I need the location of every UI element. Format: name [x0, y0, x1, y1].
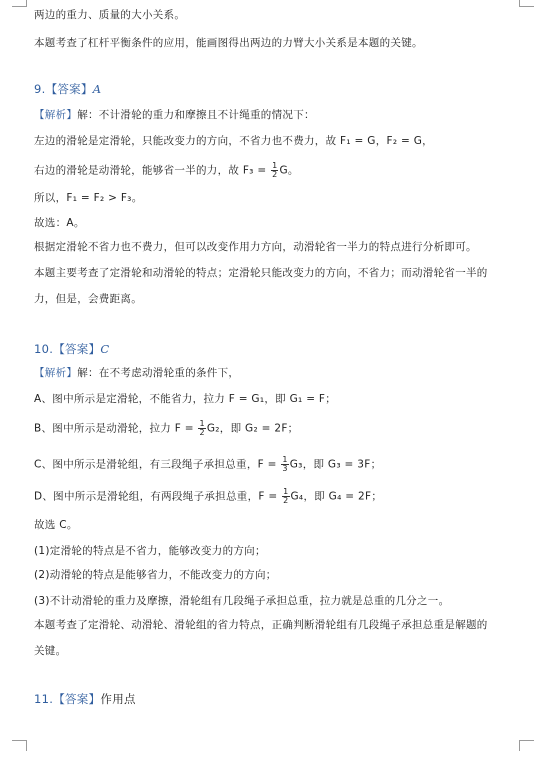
text-line: 两边的重力、质量的大小关系。 — [34, 9, 186, 21]
text-line: 本题考查了杠杆平衡条件的应用，能画图得出两边的力臂大小关系是本题的关键。 — [34, 37, 423, 49]
text-line: 本题考查了定滑轮、动滑轮、滑轮组的省力特点，正确判断滑轮组有几段绳子承担总重是解题的 — [34, 619, 488, 631]
text-line: 关键。 — [34, 645, 67, 657]
text-line: 故选：A。 — [34, 217, 85, 229]
answer-tag: 【答案】 — [53, 342, 101, 356]
fraction: $\frac{1}{2}$ — [272, 161, 278, 179]
option-a-line: A、图中所示是定滑轮，不能省力，拉力 F = G₁，即 G₁ = F； — [34, 393, 337, 405]
text-line: (3)不计动滑轮的重力及摩擦，滑轮组有几段绳子承担总重，拉力就是总重的几分之一。 — [34, 595, 450, 607]
question-number: 10. — [34, 342, 54, 356]
option-d-line: D、图中所示是滑轮组，有两段绳子承担总重，F = $\frac{1}{2}$ G₄，即 G₄ = 2F； — [34, 487, 383, 505]
answer-header-q10 — [34, 342, 110, 356]
text-line: (1)定滑轮的特点是不省力，能够改变力的方向； — [34, 545, 266, 557]
fraction: $\frac{1}{3}$ — [282, 455, 288, 473]
answer-tag: 【答案】 — [45, 82, 93, 96]
text-line: 根据定滑轮不省力也不费力，但可以改变作用力方向，动滑轮省一半力的特点进行分析即可。 — [34, 241, 477, 253]
text-line: 力，但是，会费距离。 — [34, 293, 142, 305]
answer-value: 作用点 — [100, 692, 136, 706]
analysis-line — [34, 366, 239, 380]
crop-mark-bottom-right — [519, 740, 534, 751]
analysis-tag: 【解析】 — [34, 367, 78, 379]
text-line: 所以，F₁ = F₂ > F₃。 — [34, 192, 143, 204]
answer-header-q9 — [34, 82, 101, 96]
analysis-tag: 【解析】 — [34, 109, 78, 121]
question-number: 9. — [34, 82, 46, 96]
crop-mark-bottom-left — [12, 740, 27, 751]
analysis-line — [34, 108, 315, 122]
text-line: 故选 C。 — [34, 519, 78, 531]
fraction: $\frac{1}{2}$ — [283, 487, 289, 505]
analysis-intro: 解：在不考虑动滑轮重的条件下， — [77, 367, 240, 379]
answer-value: C — [100, 342, 110, 356]
question-number: 11. — [34, 692, 54, 706]
answer-header-q11 — [34, 692, 136, 706]
formula-line: 右边的滑轮是动滑轮，能够省一半的力，故 F₃ = $\frac{1}{2}$ G。 — [34, 161, 299, 179]
analysis-intro: 解：不计滑轮的重力和摩擦且不计绳重的情况下： — [77, 109, 315, 121]
option-b-line: B、图中所示是动滑轮，拉力 F = $\frac{1}{2}$ G₂，即 G₂ = 2F； — [34, 419, 299, 437]
crop-mark-top-right — [519, 0, 534, 7]
fraction: $\frac{1}{2}$ — [199, 419, 205, 437]
text-line: 本题主要考查了定滑轮和动滑轮的特点；定滑轮只能改变力的方向，不省力；而动滑轮省一半的 — [34, 267, 488, 279]
option-c-line: C、图中所示是滑轮组，有三段绳子承担总重，F = $\frac{1}{3}$ G₃，即 G₃ = 3F； — [34, 455, 382, 473]
crop-mark-top-left — [12, 0, 27, 7]
answer-value: A — [92, 82, 102, 96]
answer-tag: 【答案】 — [53, 692, 101, 706]
text-line: (2)动滑轮的特点是能够省力，不能改变力的方向； — [34, 569, 277, 581]
text-line: 左边的滑轮是定滑轮，只能改变力的方向，不省力也不费力，故 F₁ = G，F₂ = G， — [34, 135, 433, 147]
